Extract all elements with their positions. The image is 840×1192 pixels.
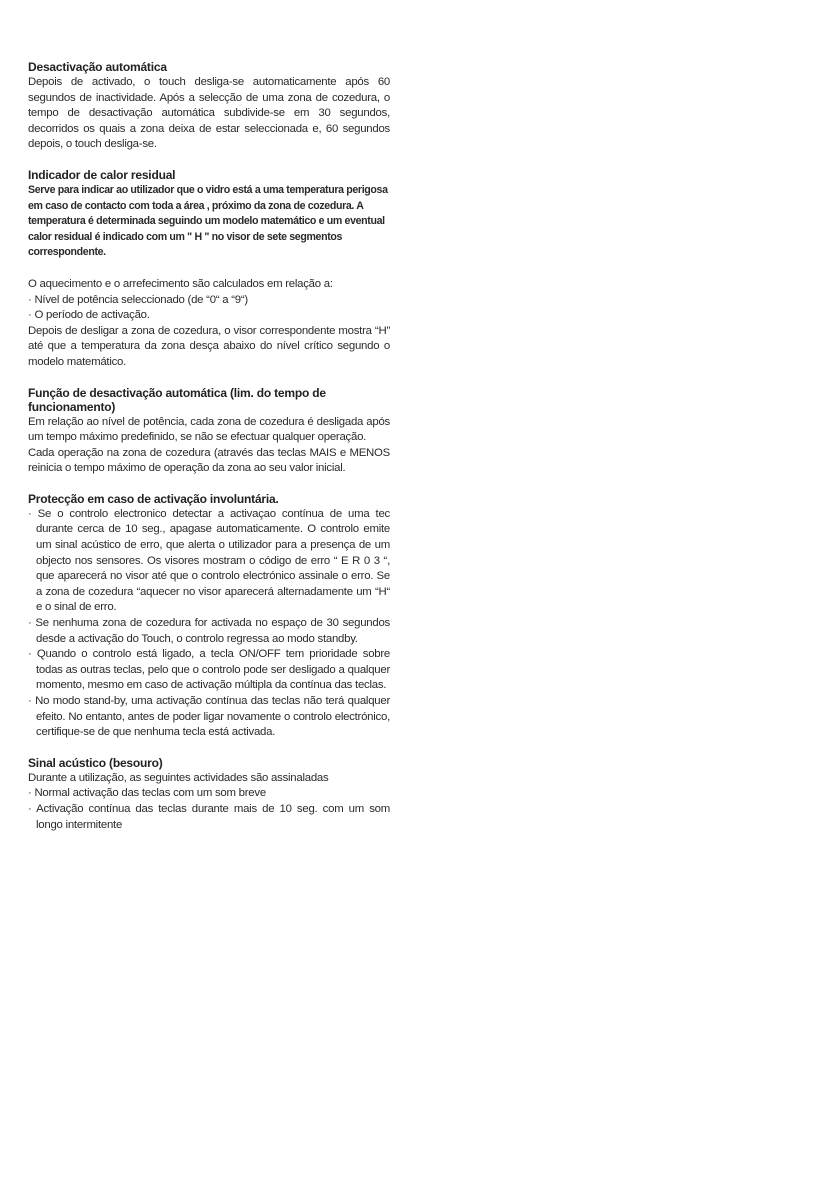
list-item: · Activação contínua das teclas durante mais de 10 seg. com um som longo intermitente bbox=[28, 802, 390, 831]
list-item: · Se o controlo electronico detectar a activaçao contínua de uma tec durante cerca de 10 seg., apagase automaticamente. O controlo emite um sinal acústico de erro, que alerta o utilizador para a presença de um objecto nos sensores. Os visores mostram o código de erro “ E R 0 3 “, que aparecerá no visor até que o controlo electrónico assinale o erro. Se a zona de cozedura “aquecer no visor aparecerá alternadamente um “H“ e o sinal de erro. bbox=[28, 507, 390, 614]
section-buzzer bbox=[28, 756, 390, 833]
list-item: · O período de activação. bbox=[28, 309, 150, 322]
heading-buzzer: Sinal acústico (besouro) bbox=[28, 755, 163, 770]
section-protection bbox=[28, 492, 390, 741]
document-page bbox=[28, 60, 390, 848]
list-item: · No modo stand-by, uma activação contínua das teclas não terá qualquer efeito. No entanto, antes de poder ligar novamente o controlo electrónico, certifique-se de que nenhuma tecla está activada. bbox=[28, 695, 390, 739]
section-time-limit bbox=[28, 386, 390, 477]
heading-auto-off: Desactivação automática bbox=[28, 60, 167, 74]
paragraph-time-limit-2: Cada operação na zona de cozedura (através das teclas MAIS e MENOS reinicia o tempo máximo de operação da zona ao seu valor inicial. bbox=[28, 446, 390, 475]
list-calc-factors bbox=[28, 293, 390, 324]
list-item: · Quando o controlo está ligado, a tecla ON/OFF tem prioridade sobre todas as outras teclas, pelo que o controlo pode ser desligado a qualquer momento, mesmo em caso de activação múltipla da contínua das teclas. bbox=[28, 648, 390, 692]
paragraph-buzzer: Durante a utilização, as seguintes actividades são assinaladas bbox=[28, 771, 329, 784]
section-auto-off bbox=[28, 60, 390, 153]
section-residual-heat bbox=[28, 168, 390, 371]
list-item: · Nível de potência seleccionado (de “0“ a “9“) bbox=[28, 293, 248, 306]
list-protection bbox=[28, 507, 390, 741]
list-item: · Se nenhuma zona de cozedura for activada no espaço de 30 segundos desde a activação do Touch, o controlo regressa ao modo standby. bbox=[28, 617, 390, 645]
paragraph-auto-off: Depois de activado, o touch desliga-se automaticamente após 60 segundos de inactividade. Após a selecção de uma zona de cozedura, o tempo de desactivação automática subdivide-se em 30 segundos, decorridos os quais a zona deixa de estar seleccionada e, 60 segundos depois, o touch desliga-se. bbox=[28, 76, 390, 151]
paragraph-calc-intro: O aquecimento e o arrefecimento são calculados em relação a: bbox=[28, 277, 333, 290]
heading-residual-heat: Indicador de calor residual bbox=[28, 167, 176, 182]
list-buzzer bbox=[28, 786, 390, 833]
list-item: · Normal activação das teclas com um som breve bbox=[28, 787, 266, 800]
paragraph-residual-after: Depois de desligar a zona de cozedura, o visor correspondente mostra “H” até que a temperatura da zona desça abaixo do nível crítico segundo o modelo matemático. bbox=[28, 324, 390, 368]
paragraph-time-limit-1: Em relação ao nível de potência, cada zona de cozedura é desligada após um tempo máximo predefinido, se não se efectuar qualquer operação. bbox=[28, 415, 390, 444]
heading-time-limit: Função de desactivação automática (lim. do tempo de funcionamento) bbox=[28, 385, 326, 414]
paragraph-residual-heat: Serve para indicar ao utilizador que o vidro está a uma temperatura perigosa em caso de contacto com toda a área , próximo da zona de cozedura. A temperatura é determinada seguindo um modelo matemático e um eventual calor residual é indicado com um " H " no visor de sete segmentos correspondente. bbox=[28, 183, 388, 259]
heading-protection: Protecção em caso de activação involuntária. bbox=[28, 491, 279, 506]
